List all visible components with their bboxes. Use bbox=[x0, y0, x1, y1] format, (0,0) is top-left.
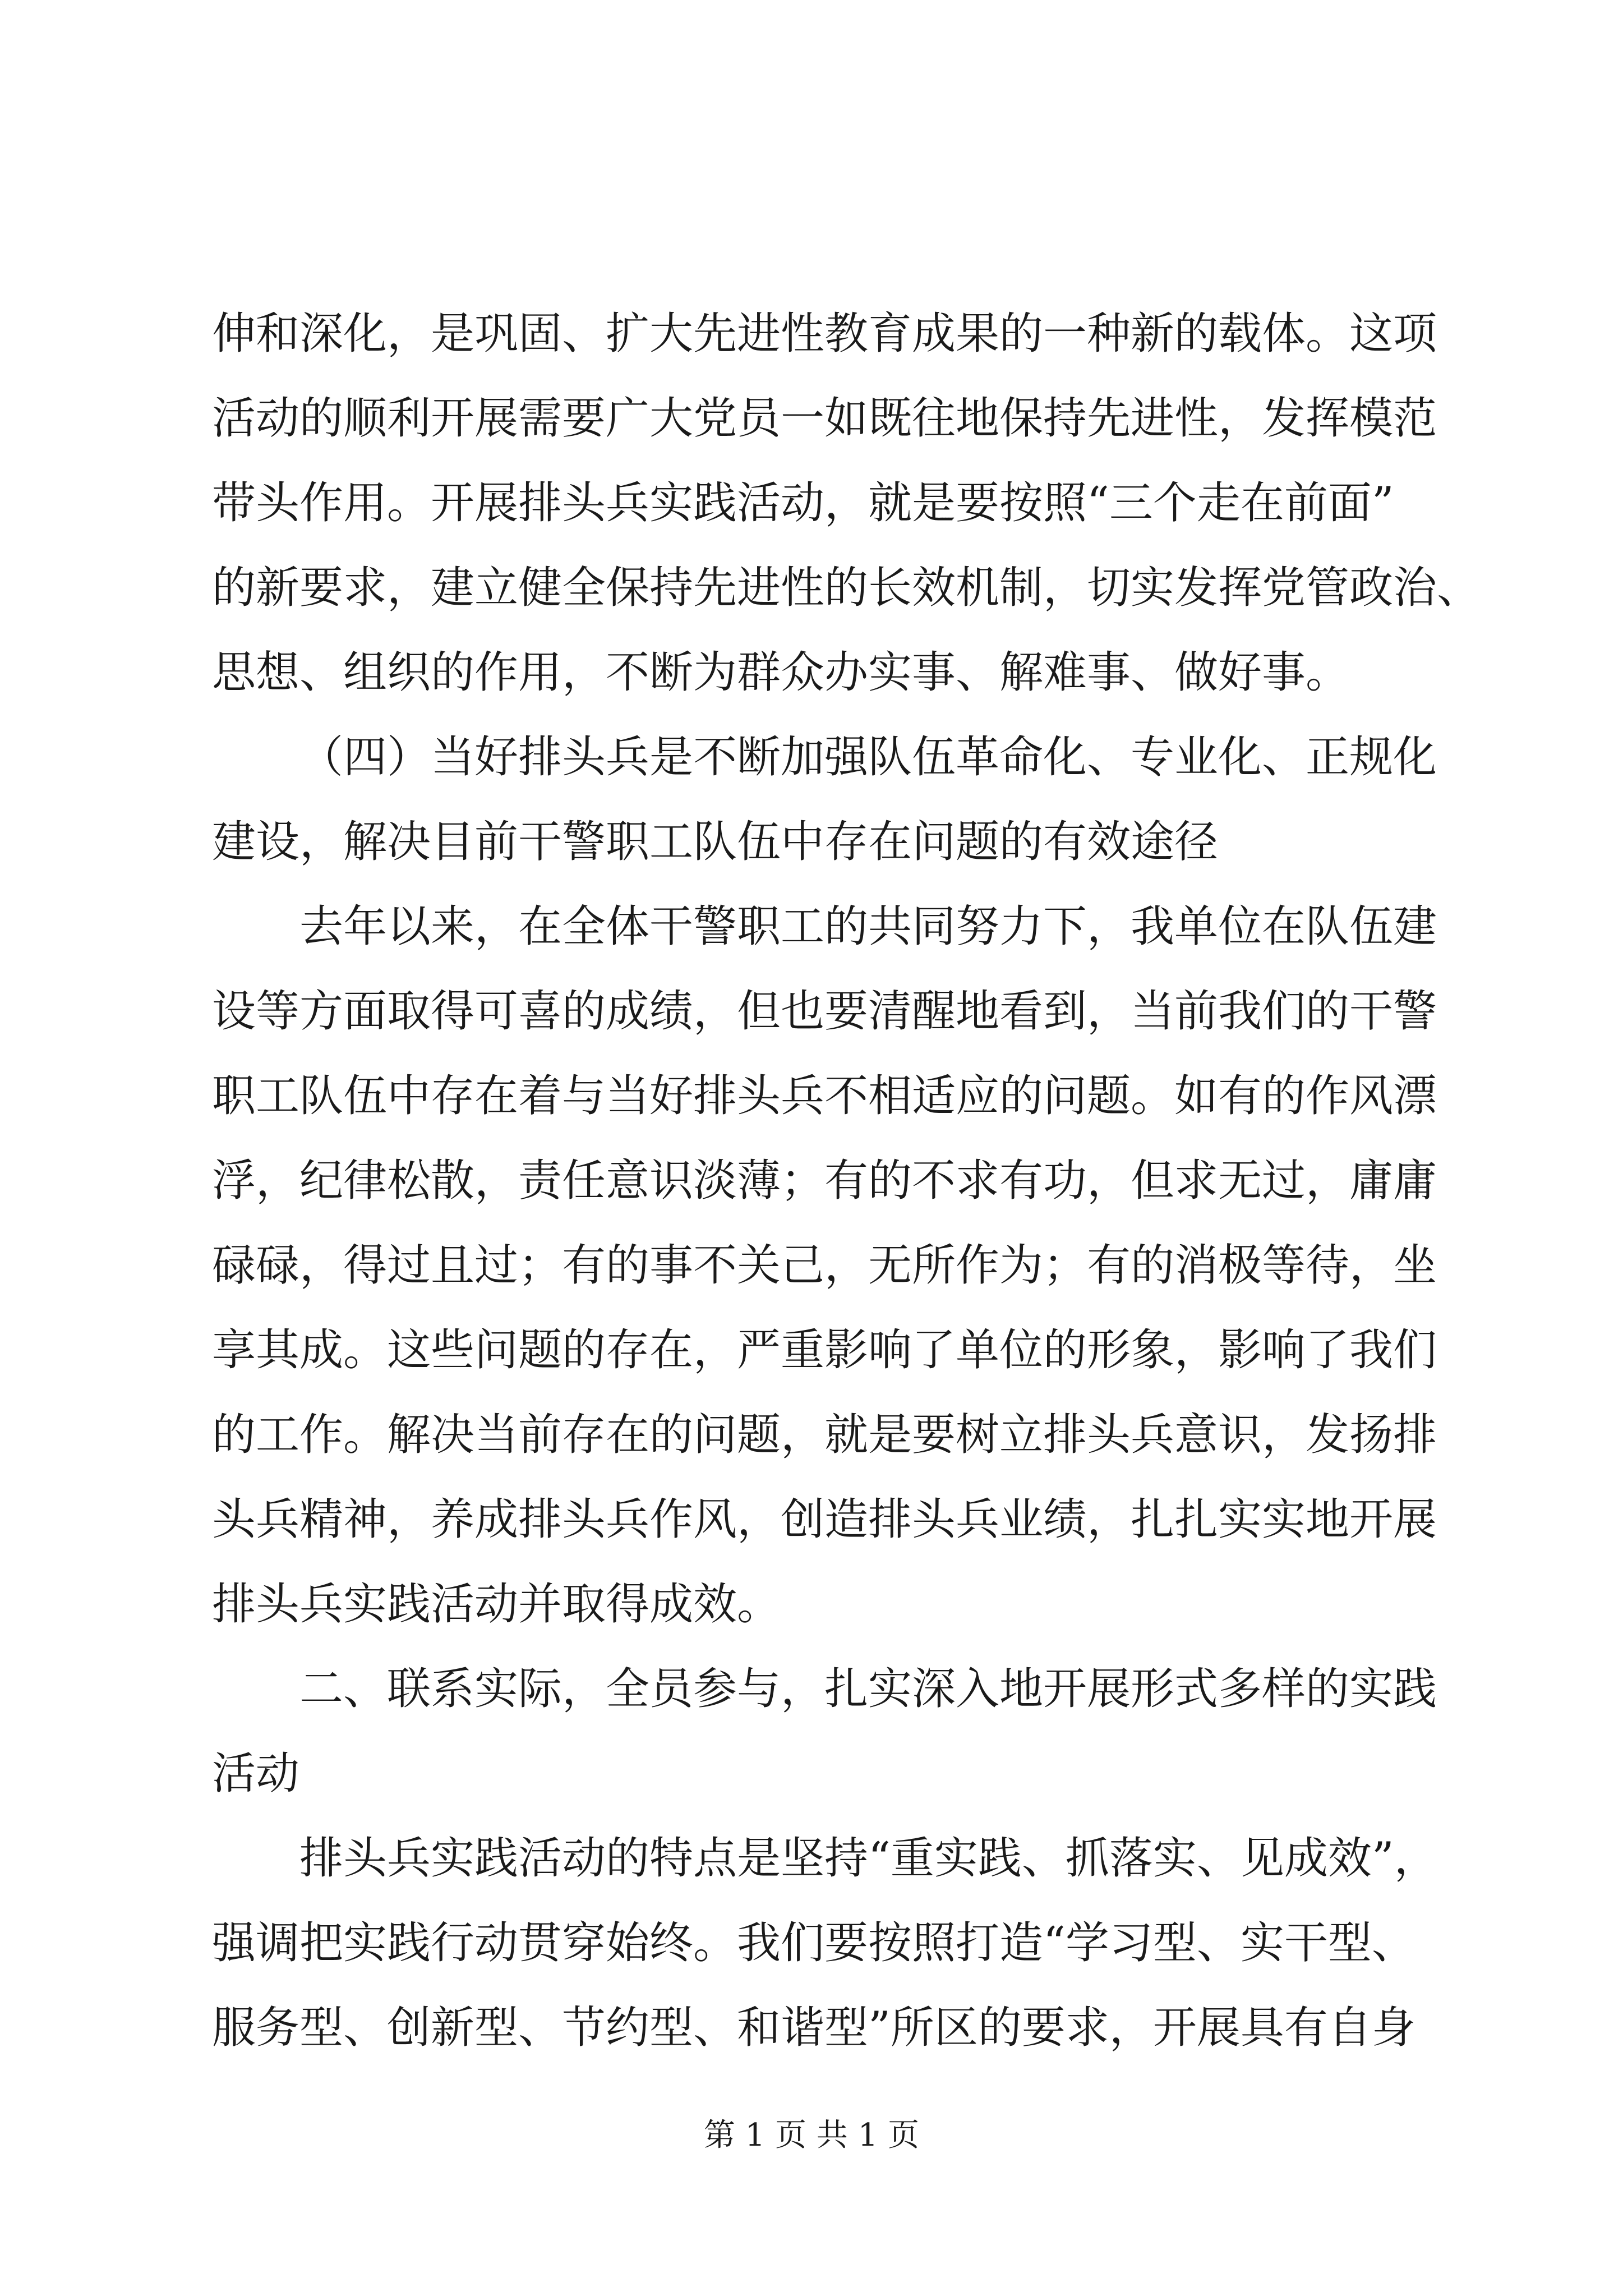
section-heading-line: 二、联系实际，全员参与，扎实深入地开展形式多样的实践 bbox=[299, 1664, 1437, 1714]
text-line: 思想、组织的作用，不断为群众办实事、解难事、做好事。 bbox=[212, 647, 1350, 698]
text-line: 强调把实践行动贯穿始终。我们要按照打造“学习型、实干型、 bbox=[212, 1918, 1415, 1968]
body-text bbox=[212, 292, 1481, 2070]
page-footer: 第 1 页 共 1 页 bbox=[703, 2117, 920, 2154]
text-line: 伸和深化，是巩固、扩大先进性教育成果的一种新的载体。这项 bbox=[212, 309, 1437, 359]
text-line: 服务型、创新型、节约型、和谐型”所区的要求，开展具有自身 bbox=[212, 2003, 1415, 2053]
text-line: 的工作。解决当前存在的问题，就是要树立排头兵意识，发扬排 bbox=[212, 1410, 1437, 1460]
text-line: 排头兵实践活动并取得成效。 bbox=[212, 1579, 781, 1630]
text-line: 设等方面取得可喜的成绩，但也要清醒地看到，当前我们的干警 bbox=[212, 986, 1437, 1037]
text-line: 碌碌，得过且过；有的事不关己，无所作为；有的消极等待，坐 bbox=[212, 1240, 1437, 1291]
text-line: 职工队伍中存在着与当好排头兵不相适应的问题。如有的作风漂 bbox=[212, 1071, 1437, 1121]
text-line: 排头兵实践活动的特点是坚持“重实践、抓落实、见成效”， bbox=[299, 1833, 1438, 1884]
section-heading-line: （四）当好排头兵是不断加强队伍革命化、专业化、正规化 bbox=[299, 732, 1437, 783]
text-line: 浮，纪律松散，责任意识淡薄；有的不求有功，但求无过，庸庸 bbox=[212, 1156, 1437, 1206]
text-line: 享其成。这些问题的存在，严重影响了单位的形象，影响了我们 bbox=[212, 1325, 1437, 1375]
text-line: 活动的顺利开展需要广大党员一如既往地保持先进性，发挥模范 bbox=[212, 393, 1437, 444]
section-heading-line: 建设，解决目前干警职工队伍中存在问题的有效途径 bbox=[212, 817, 1219, 867]
text-line: 带头作用。开展排头兵实践活动，就是要按照“三个走在前面” bbox=[212, 478, 1394, 528]
text-line: 头兵精神，养成排头兵作风，创造排头兵业绩，扎扎实实地开展 bbox=[212, 1494, 1437, 1545]
text-line: 的新要求，建立健全保持先进性的长效机制，切实发挥党管政治、 bbox=[212, 563, 1481, 613]
text-line: 去年以来，在全体干警职工的共同努力下，我单位在队伍建 bbox=[299, 901, 1437, 952]
section-heading-line: 活动 bbox=[212, 1749, 300, 1799]
